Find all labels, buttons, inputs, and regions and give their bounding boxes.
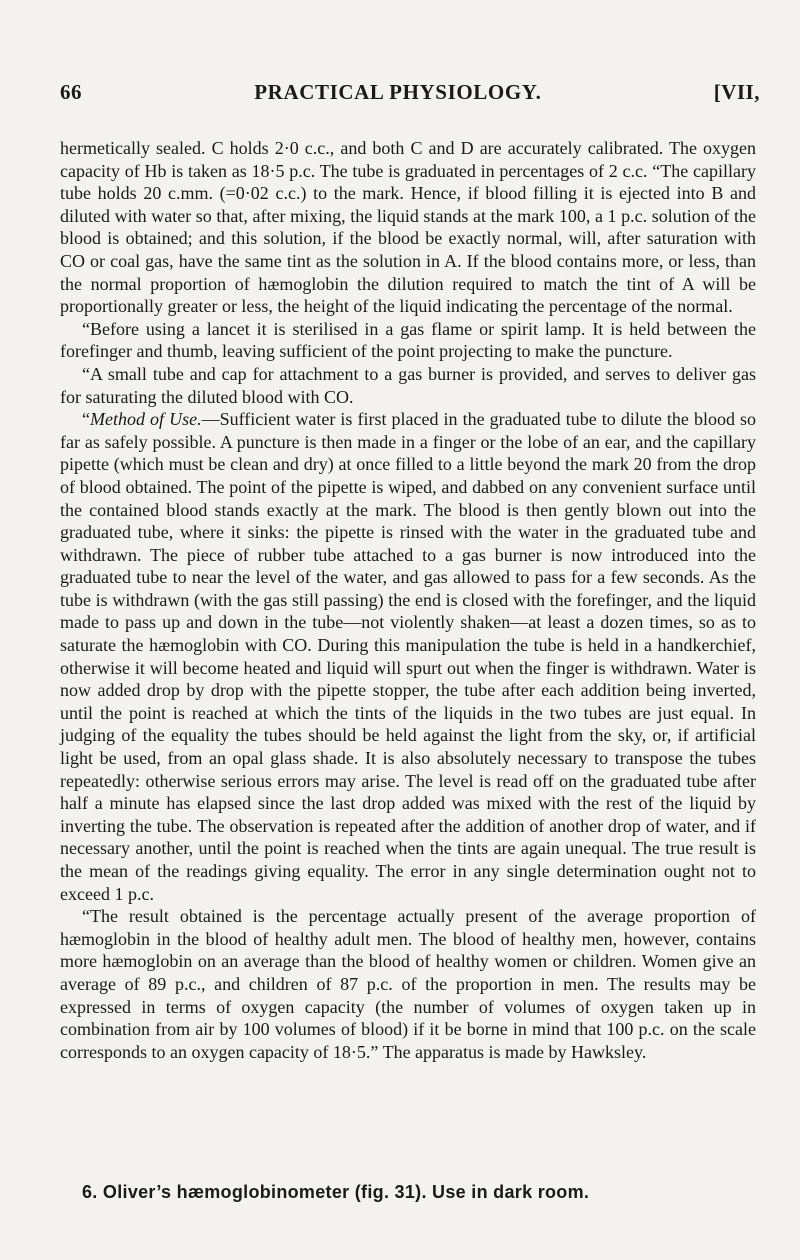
- paragraph-2: “Before using a lancet it is sterilised in a gas flame or spirit lamp. It is held between the forefinger and thumb, leaving sufficient of the point projecting to make the puncture.: [60, 318, 756, 362]
- paragraph-5: “The result obtained is the percentage actually present of the average proportion of hæmoglobin in the blood of healthy adult men. The blood of healthy men, however, contains more hæmoglobin on an average than the blood of healthy women or children. Women give an average of 89 p.c., and children of 87 p.c. of the proportion in men. The results may be expressed in terms of oxygen capacity (the number of volumes of oxygen taken up in combination from air by 100 volumes of blood) if it be borne in mind that 100 p.c. on the scale corresponds to an oxygen capacity of 18·5.” The apparatus is made by Hawksley.: [60, 906, 756, 1062]
- paragraph-4: [60, 408, 756, 905]
- paragraph-4-quote: “: [82, 409, 90, 430]
- page-number: 66: [60, 80, 82, 104]
- paragraph-4-text: —Sufficient water is first placed in the graduated tube to dilute the blood so far as safely possible. A puncture is then made in a finger or the lobe of an ear, and the capillary pipette (which must be clean and dry) at once filled to a little beyond the mark 20 from the drop of blood obtained. The point of the pipette is wiped, and dabbed on any convenient surface until the contained blood stands exactly at the mark. The blood is then gently blown out into the graduated tube, where it sinks: the pipette is rinsed with the water in the graduated tube and withdrawn. The piece of rubber tube attached to a gas burner is now introduced into the graduated tube to near the level of the water, and gas allowed to pass for a few seconds. As the tube is withdrawn (with the gas still passing) the end is closed with the forefinger, and the liquid made to pass up and down in the tube—not violently shaken—at least a dozen times, so as to saturate the hæmoglobin with CO. During this manipulation the tube is held in a handkerchief, otherwise it will become heated and liquid will spurt out when the finger is withdrawn. Water is now added drop by drop with the pipette stopper, the tube after each addition being inverted, until the point is reached at which the tints of the liquids in the two tubes are just equal. In judging of the equality the tubes should be held against the light from the sky, or, if artificial light be used, from an opal glass shade. It is also absolutely necessary to transpose the tubes repeatedly: otherwise serious errors may arise. The level is read off on the graduated tube after half a minute has elapsed since the last drop added was mixed with the rest of the liquid by inverting the tube. The observation is repeated after the addition of another drop of water, and if necessary another, until the point is reached when the tints are again unequal. The true result is the mean of the readings giving equality. The error in any single determination ought not to exceed 1 p.c.: [60, 409, 757, 904]
- running-title: PRACTICAL PHYSIOLOGY.: [254, 80, 542, 104]
- paragraph-3: “A small tube and cap for attachment to a gas burner is provided, and serves to deliver gas for saturating the diluted blood with CO.: [60, 363, 756, 407]
- running-header: [60, 80, 760, 110]
- section-heading: 6. Oliver’s hæmoglobinometer (fig. 31). Use in dark room.: [82, 1182, 590, 1202]
- method-of-use-heading: Method of Use.: [90, 409, 202, 430]
- chapter-marker: [VII,: [713, 80, 760, 104]
- paragraph-1: hermetically sealed. C holds 2·0 c.c., and both C and D are accurately calibrated. The oxygen capacity of Hb is taken as 18·5 p.c. The tube is graduated in percentages of 2 c.c. “The capillary tube holds 20 c.mm. (=0·02 c.c.) to the mark. Hence, if blood filling it is ejected into B and diluted with water so that, after mixing, the liquid stands at the mark 100, a 1 p.c. solution of the blood is obtained; and this solution, if the blood be exactly normal, will, after saturation with CO or coal gas, have the same tint as the solution in A. If the blood contains more, or less, than the normal proportion of hæmoglobin the dilution required to match the tint of A will be proportionally greater or less, the height of the liquid indicating the percentage of the normal.: [60, 138, 756, 317]
- body-text: [60, 137, 756, 1063]
